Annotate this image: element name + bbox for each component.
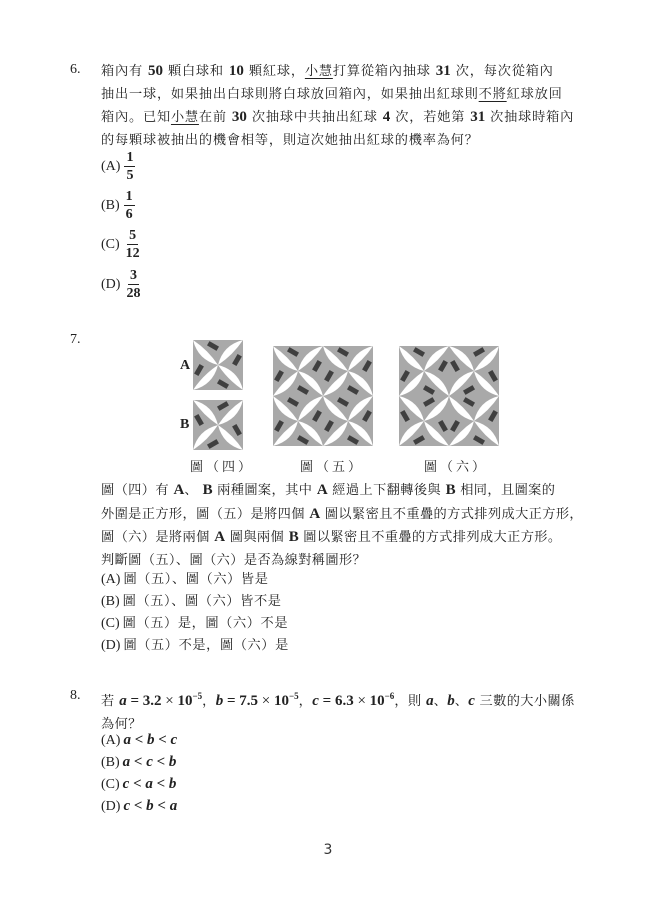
q7-line-3: 圖（六）是將兩個 A 圖與兩個 B 圖以緊密且不重疊的方式排列成大正方形。 [101, 529, 562, 545]
fraction: $\frac{3}{28}$ [126, 268, 141, 301]
fraction: $\frac{5}{12}$ [125, 228, 140, 261]
q8-option-c[interactable]: (C) c < a < b [101, 776, 177, 792]
q7-option-a[interactable]: (A) 圖（五）、圖（六）皆是 [101, 572, 269, 587]
question-6-number: 6. [70, 62, 81, 77]
page-number: 3 [323, 842, 333, 858]
tile-label-b: B [180, 417, 190, 432]
tile-a-figure [193, 340, 243, 390]
question-6-stem [101, 60, 593, 152]
q6-line-2: 抽出一球，如果抽出白球則將白球放回箱內，如果抽出紅球則不將紅球放回 [101, 86, 563, 102]
q7-line-4: 判斷圖（五）、圖（六）是否為線對稱圖形？ [101, 552, 367, 568]
q7-option-d[interactable]: (D) 圖（五）不是，圖（六）是 [101, 638, 289, 653]
caption-figure-5: 圖（五） [300, 460, 365, 475]
tile-b-figure [193, 400, 243, 450]
caption-figure-6: 圖（六） [424, 460, 489, 475]
q8-line-1: 若 $a = 3.2 \times 10^{-5}$，$b = 7.5 \times 10^{-5}$，$c = 6.3 \times 10^{-6}$，則 a、b、c 三數的大小關係 [101, 691, 575, 709]
q6-option-c[interactable]: (C) $\frac{5}{12}$ [101, 228, 140, 261]
q7-option-c[interactable]: (C) 圖（五）是，圖（六）不是 [101, 616, 289, 631]
q8-option-d[interactable]: (D) c < b < a [101, 798, 178, 814]
figure-6-pattern [399, 346, 499, 446]
q8-line-2: 為何？ [101, 716, 142, 732]
caption-figure-4: 圖（四） [190, 460, 255, 475]
q6-line-3: 箱內。已知小慧在前 30 次抽球中共抽出紅球 4 次，若她第 31 次抽球時箱內 [101, 109, 575, 125]
q6-line-4: 的每顆球被抽出的機會相等，則這次她抽出紅球的機率為何？ [101, 132, 479, 148]
q6-option-d[interactable]: (D) $\frac{3}{28}$ [101, 268, 141, 301]
q8-option-b[interactable]: (B) a < c < b [101, 754, 177, 770]
q6-option-a[interactable]: (A) $\frac{1}{5}$ [101, 150, 134, 183]
question-7-number: 7. [70, 332, 81, 347]
question-8-stem [101, 685, 593, 736]
q6-option-b[interactable]: (B) $\frac{1}{6}$ [101, 189, 133, 222]
figure-5-pattern [273, 346, 373, 446]
q7-option-b[interactable]: (B) 圖（五）、圖（六）皆不是 [101, 594, 282, 609]
fraction: $\frac{1}{6}$ [125, 189, 133, 222]
q8-option-a[interactable]: (A) a < b < c [101, 732, 178, 748]
q7-line-2: 外圍是正方形，圖（五）是將四個 A 圖以緊密且不重疊的方式排列成大正方形， [101, 505, 584, 522]
q7-line-1: 圖（四）有 A、 B 兩種圖案，其中 A 經過上下翻轉後與 B 相同，且圖案的 [101, 482, 556, 498]
question-7-stem [101, 479, 593, 572]
q6-line-1: 箱內有 50 顆白球和 10 顆紅球，小慧打算從箱內抽球 31 次，每次從箱內 [101, 63, 554, 79]
question-8-number: 8. [70, 688, 81, 703]
fraction: $\frac{1}{5}$ [126, 150, 134, 183]
tile-label-a: A [180, 358, 191, 373]
